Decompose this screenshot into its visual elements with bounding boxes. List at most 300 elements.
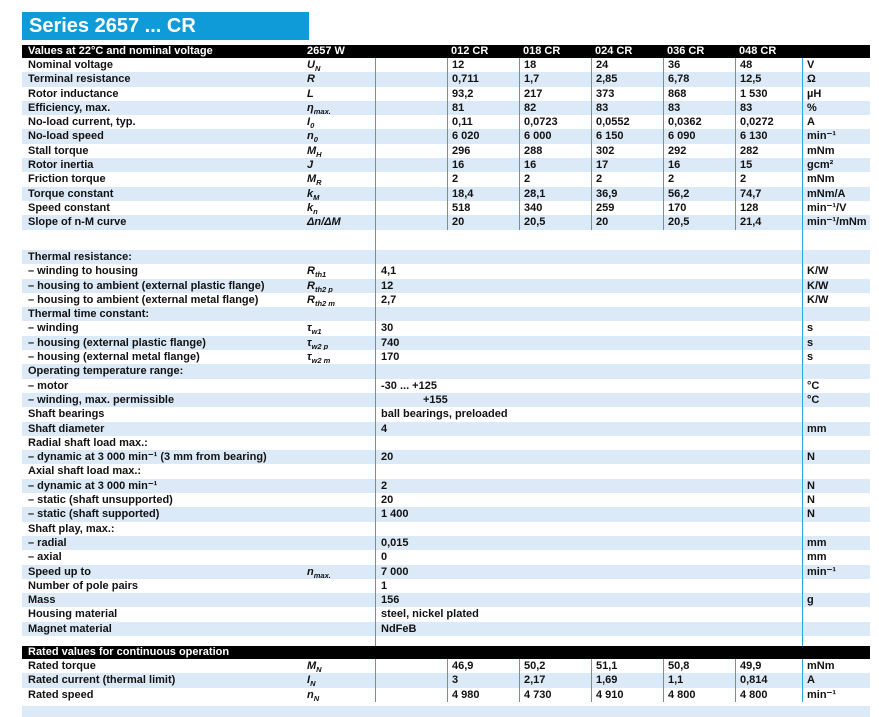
page-title: Series 2657 ... CR — [29, 15, 196, 37]
param-unit: °C — [802, 379, 870, 393]
param-unit: min⁻¹/mNm — [802, 215, 870, 229]
param-value: 217 — [519, 87, 591, 101]
table-row — [22, 115, 870, 129]
series-spacer-cell — [375, 87, 447, 101]
param-symbol: $I_N$ — [307, 674, 316, 688]
param-value: 296 — [447, 144, 519, 158]
param-label: Slope of n-M curve — [28, 216, 127, 229]
param-symbol: J — [307, 159, 314, 172]
param-value: 259 — [591, 201, 663, 215]
rated-table-body — [22, 659, 870, 702]
param-unit: min⁻¹/V — [802, 201, 870, 215]
table-row — [22, 321, 870, 335]
column-header-012cr: 012 CR — [451, 45, 489, 57]
table-row — [22, 565, 870, 579]
param-value: 20,5 — [663, 215, 735, 229]
param-value: 74,7 — [735, 187, 802, 201]
param-unit: min⁻¹ — [802, 688, 870, 702]
param-symbol: $n_0$ — [307, 130, 318, 144]
param-unit: mNm — [802, 172, 870, 186]
table-row — [22, 436, 870, 450]
param-symbol: $R_{th2 p}$ — [307, 279, 333, 293]
param-unit: N — [802, 479, 870, 493]
param-label: Operating temperature range: — [28, 365, 184, 378]
param-unit — [802, 522, 870, 536]
param-value: 0,11 — [447, 115, 519, 129]
param-label: Speed up to — [28, 565, 91, 578]
table-row — [22, 279, 870, 293]
param-value: 0,711 — [447, 72, 519, 86]
param-symbol — [305, 364, 375, 378]
table-row — [22, 407, 870, 421]
gap-cell — [802, 636, 870, 646]
param-value: 2,17 — [519, 673, 591, 687]
param-symbol: R — [307, 73, 315, 86]
table-row — [22, 293, 870, 307]
param-symbol: $R_{th1}$ — [307, 265, 327, 279]
table-caption: Values at 22°C and nominal voltage — [28, 45, 213, 57]
param-value: 288 — [519, 144, 591, 158]
param-value: 83 — [735, 101, 802, 115]
param-unit: gcm² — [802, 158, 870, 172]
gap-cell — [375, 230, 802, 250]
param-value: 0,814 — [735, 673, 802, 687]
param-label: Efficiency, max. — [28, 101, 111, 114]
param-value: 82 — [519, 101, 591, 115]
param-label: Speed constant — [28, 201, 110, 214]
param-unit: A — [802, 115, 870, 129]
param-label: Rated current (thermal limit) — [28, 674, 176, 687]
param-value: 6 150 — [591, 129, 663, 143]
series-spacer-cell — [375, 215, 447, 229]
param-symbol — [305, 579, 375, 593]
param-label: No-load current, typ. — [28, 116, 136, 129]
table-row — [22, 172, 870, 186]
param-label: Stall torque — [28, 144, 89, 157]
param-value: 46,9 — [447, 659, 519, 673]
table-row — [22, 72, 870, 86]
param-value: 1 — [375, 579, 802, 593]
param-value: 518 — [447, 201, 519, 215]
param-value: steel, nickel plated — [375, 607, 802, 621]
series-spacer-cell — [375, 144, 447, 158]
param-symbol: $\tau_{w2 m}$ — [307, 351, 331, 365]
section-gap — [22, 636, 870, 646]
param-value: 20 — [375, 450, 802, 464]
param-value: 49,9 — [735, 659, 802, 673]
table-row — [22, 550, 870, 564]
param-symbol: $\tau_{w2 p}$ — [307, 336, 329, 351]
gap-cell — [802, 230, 870, 250]
param-value: 0,0362 — [663, 115, 735, 129]
param-value: NdFeB — [375, 622, 802, 636]
column-header-018cr: 018 CR — [523, 45, 561, 57]
param-unit: V — [802, 58, 870, 72]
param-value: 740 — [375, 336, 802, 350]
param-unit — [802, 607, 870, 621]
param-unit — [802, 307, 870, 321]
series-spacer-cell — [375, 101, 447, 115]
param-value: 3 — [447, 673, 519, 687]
column-header-036cr: 036 CR — [667, 45, 705, 57]
param-label: Nominal voltage — [28, 59, 113, 71]
param-value: 4,1 — [375, 264, 802, 278]
param-label: Shaft diameter — [28, 422, 105, 435]
param-unit — [802, 622, 870, 636]
series-spacer-cell — [375, 129, 447, 143]
series-spacer-cell — [375, 659, 447, 673]
characteristics-table-body — [22, 250, 870, 636]
param-symbol: $I_0$ — [307, 116, 315, 130]
param-label: – housing to ambient (external plastic flange) — [28, 279, 265, 292]
table-row — [22, 464, 870, 478]
param-symbol — [305, 536, 375, 550]
column-header-024cr: 024 CR — [595, 45, 633, 57]
param-value: 4 910 — [591, 688, 663, 702]
param-label: Terminal resistance — [28, 73, 131, 86]
param-value: 36,9 — [591, 187, 663, 201]
param-value: 12,5 — [735, 72, 802, 86]
param-value: 2 — [735, 172, 802, 186]
param-value: 20 — [591, 215, 663, 229]
param-value: 292 — [663, 144, 735, 158]
table-row — [22, 87, 870, 101]
param-unit: mNm — [802, 144, 870, 158]
param-value: 81 — [447, 101, 519, 115]
param-symbol: $k_n$ — [307, 201, 318, 216]
param-value: 50,2 — [519, 659, 591, 673]
param-symbol — [305, 479, 375, 493]
series-title-bar — [22, 12, 309, 40]
param-unit: g — [802, 593, 870, 607]
param-value: 15 — [735, 158, 802, 172]
param-symbol — [305, 550, 375, 564]
param-unit: N — [802, 450, 870, 464]
series-spacer-cell — [375, 201, 447, 215]
param-unit — [802, 250, 870, 264]
table-row — [22, 264, 870, 278]
param-unit: mm — [802, 422, 870, 436]
param-value: 30 — [375, 321, 802, 335]
param-unit: mNm — [802, 659, 870, 673]
param-symbol: $M_H$ — [307, 144, 322, 159]
param-symbol: $n_{max.}$ — [307, 565, 331, 579]
table-row — [22, 507, 870, 521]
spacer-column-header — [375, 45, 447, 58]
param-value: 12 — [375, 279, 802, 293]
param-label: – dynamic at 3 000 min⁻¹ (3 mm from bearing) — [28, 451, 267, 464]
param-label: No-load speed — [28, 130, 104, 143]
table-row — [22, 673, 870, 687]
param-value: 4 800 — [735, 688, 802, 702]
param-value: 18 — [519, 58, 591, 72]
param-value: 0 — [375, 550, 802, 564]
param-value: 1,7 — [519, 72, 591, 86]
param-label: – dynamic at 3 000 min⁻¹ — [28, 479, 158, 492]
param-value: 2,7 — [375, 293, 802, 307]
param-label: Shaft bearings — [28, 408, 105, 421]
param-value: 16 — [447, 158, 519, 172]
param-value: 20 — [447, 215, 519, 229]
section-gap — [22, 230, 870, 250]
param-value: +155 — [375, 393, 802, 407]
param-label: Shaft play, max.: — [28, 522, 115, 535]
param-label: – winding, max. permissible — [28, 393, 175, 406]
series-spacer-cell — [375, 187, 447, 201]
table-row — [22, 58, 870, 72]
param-symbol: $\tau_{w1}$ — [307, 322, 322, 336]
param-label: – static (shaft supported) — [28, 508, 160, 521]
param-unit: min⁻¹ — [802, 129, 870, 143]
param-unit: % — [802, 101, 870, 115]
param-value: 17 — [591, 158, 663, 172]
param-symbol — [305, 507, 375, 521]
param-value: 0,0552 — [591, 115, 663, 129]
param-unit: s — [802, 321, 870, 335]
param-value: 48 — [735, 58, 802, 72]
table-row — [22, 350, 870, 364]
param-label: – housing to ambient (external metal flange) — [28, 293, 259, 306]
param-value: 6 090 — [663, 129, 735, 143]
param-value: 50,8 — [663, 659, 735, 673]
bottom-stripe — [22, 706, 870, 717]
table-row — [22, 158, 870, 172]
param-value: 2 — [591, 172, 663, 186]
table-row — [22, 144, 870, 158]
param-symbol: $k_M$ — [307, 187, 320, 201]
param-value: 4 980 — [447, 688, 519, 702]
param-value: 21,4 — [735, 215, 802, 229]
param-value: 340 — [519, 201, 591, 215]
param-value: 56,2 — [663, 187, 735, 201]
param-value: 0,0723 — [519, 115, 591, 129]
table-row — [22, 393, 870, 407]
series-spacer-cell — [375, 115, 447, 129]
param-value: 83 — [591, 101, 663, 115]
table-row — [22, 659, 870, 673]
param-value: 302 — [591, 144, 663, 158]
param-value: 1,1 — [663, 673, 735, 687]
param-value: 373 — [591, 87, 663, 101]
param-value — [375, 464, 802, 478]
param-unit: min⁻¹ — [802, 565, 870, 579]
param-value: 2 — [663, 172, 735, 186]
param-label: – winding — [28, 322, 79, 335]
table-row — [22, 593, 870, 607]
param-value: 4 — [375, 422, 802, 436]
param-value: 1 400 — [375, 507, 802, 521]
param-value: 6 000 — [519, 129, 591, 143]
param-value: 6 130 — [735, 129, 802, 143]
param-label: – motor — [28, 379, 69, 392]
series-spacer-cell — [375, 58, 447, 72]
param-label: Rotor inertia — [28, 159, 94, 172]
table-row — [22, 129, 870, 143]
param-symbol — [305, 307, 375, 321]
param-symbol — [305, 593, 375, 607]
param-value: 2 — [447, 172, 519, 186]
param-label: Torque constant — [28, 187, 114, 200]
table-row — [22, 579, 870, 593]
gap-cell — [22, 636, 375, 646]
param-symbol — [305, 407, 375, 421]
param-value: -30 ... +125 — [375, 379, 802, 393]
param-unit: N — [802, 507, 870, 521]
param-symbol — [305, 250, 375, 264]
param-value: 170 — [663, 201, 735, 215]
param-unit: K/W — [802, 293, 870, 307]
param-unit: mNm/A — [802, 187, 870, 201]
param-unit — [802, 436, 870, 450]
param-value: 18,4 — [447, 187, 519, 201]
series-spacer-cell — [375, 158, 447, 172]
series-spacer-cell — [375, 688, 447, 702]
param-symbol — [305, 436, 375, 450]
param-label: Thermal resistance: — [28, 251, 132, 263]
param-symbol — [305, 393, 375, 407]
table-row — [22, 522, 870, 536]
param-symbol: Δn/ΔM — [307, 216, 341, 229]
param-label: – axial — [28, 551, 62, 564]
param-unit: K/W — [802, 279, 870, 293]
table-row — [22, 688, 870, 702]
param-symbol: $\eta_{max.}$ — [307, 101, 331, 116]
param-value — [375, 436, 802, 450]
param-value — [375, 250, 802, 264]
table-row — [22, 479, 870, 493]
param-symbol: L — [307, 87, 314, 100]
param-unit: s — [802, 350, 870, 364]
gap-cell — [375, 636, 802, 646]
param-unit: K/W — [802, 264, 870, 278]
gap-cell — [22, 230, 375, 250]
param-symbol — [305, 379, 375, 393]
table-row — [22, 422, 870, 436]
table-row — [22, 201, 870, 215]
series-spacer-cell — [375, 172, 447, 186]
param-value: 24 — [591, 58, 663, 72]
param-unit — [802, 407, 870, 421]
spec-table-body — [22, 58, 870, 230]
param-value: 16 — [663, 158, 735, 172]
table-row — [22, 364, 870, 378]
param-symbol — [305, 464, 375, 478]
param-unit: µH — [802, 87, 870, 101]
param-value: 170 — [375, 350, 802, 364]
table-row — [22, 101, 870, 115]
param-label: – housing (external plastic flange) — [28, 336, 206, 349]
param-unit — [802, 464, 870, 478]
param-value: 51,1 — [591, 659, 663, 673]
param-label: Rotor inductance — [28, 87, 119, 100]
table-row — [22, 493, 870, 507]
param-symbol — [305, 422, 375, 436]
param-value: 156 — [375, 593, 802, 607]
series-spacer-cell — [375, 72, 447, 86]
param-symbol — [305, 450, 375, 464]
param-unit: mm — [802, 550, 870, 564]
series-column-header: 2657 W — [307, 45, 345, 57]
param-symbol — [305, 622, 375, 636]
param-unit: °C — [802, 393, 870, 407]
series-spacer-cell — [375, 673, 447, 687]
param-value: 0,0272 — [735, 115, 802, 129]
param-unit: N — [802, 493, 870, 507]
rated-section-header — [22, 646, 870, 659]
spec-table-header — [22, 45, 870, 58]
param-symbol — [305, 607, 375, 621]
param-value: 1,69 — [591, 673, 663, 687]
param-symbol: $M_N$ — [307, 660, 322, 674]
param-value: 4 730 — [519, 688, 591, 702]
param-label: Thermal time constant: — [28, 308, 150, 321]
param-symbol: $M_R$ — [307, 173, 322, 187]
table-row — [22, 215, 870, 229]
param-unit: s — [802, 336, 870, 350]
param-value: ball bearings, preloaded — [375, 407, 802, 421]
param-value: 2,85 — [591, 72, 663, 86]
param-symbol: $R_{th2 m}$ — [307, 293, 335, 308]
param-unit — [802, 364, 870, 378]
param-label: – radial — [28, 536, 67, 549]
param-value: 2 — [519, 172, 591, 186]
table-row — [22, 307, 870, 321]
rated-section-title: Rated values for continuous operation — [28, 646, 230, 659]
param-value: 36 — [663, 58, 735, 72]
table-row — [22, 607, 870, 621]
param-label: Axial shaft load max.: — [28, 465, 142, 478]
param-value: 6,78 — [663, 72, 735, 86]
param-symbol — [305, 493, 375, 507]
param-value: 0,015 — [375, 536, 802, 550]
table-row — [22, 250, 870, 264]
param-unit: mm — [802, 536, 870, 550]
param-value: 93,2 — [447, 87, 519, 101]
param-label: Rated speed — [28, 688, 94, 701]
param-unit: Ω — [802, 72, 870, 86]
param-label: Number of pole pairs — [28, 579, 139, 592]
param-label: – winding to housing — [28, 265, 138, 278]
param-unit — [802, 579, 870, 593]
param-value: 20 — [375, 493, 802, 507]
param-value: 16 — [519, 158, 591, 172]
param-value: 20,5 — [519, 215, 591, 229]
param-value: 4 800 — [663, 688, 735, 702]
param-value: 868 — [663, 87, 735, 101]
param-label: Housing material — [28, 608, 118, 621]
table-row — [22, 379, 870, 393]
param-label: Friction torque — [28, 173, 106, 186]
param-value — [375, 364, 802, 378]
param-value: 28,1 — [519, 187, 591, 201]
param-label: Radial shaft load max.: — [28, 436, 148, 449]
table-row — [22, 187, 870, 201]
param-value: 282 — [735, 144, 802, 158]
column-header-048cr: 048 CR — [739, 45, 777, 57]
param-value: 128 — [735, 201, 802, 215]
table-row — [22, 622, 870, 636]
param-label: – housing (external metal flange) — [28, 351, 200, 364]
param-value: 12 — [447, 58, 519, 72]
param-label: Rated torque — [28, 660, 96, 673]
param-value: 7 000 — [375, 565, 802, 579]
param-symbol: $n_N$ — [307, 688, 320, 703]
param-value — [375, 307, 802, 321]
param-value — [375, 522, 802, 536]
param-symbol — [305, 522, 375, 536]
param-unit: A — [802, 673, 870, 687]
param-value: 2 — [375, 479, 802, 493]
